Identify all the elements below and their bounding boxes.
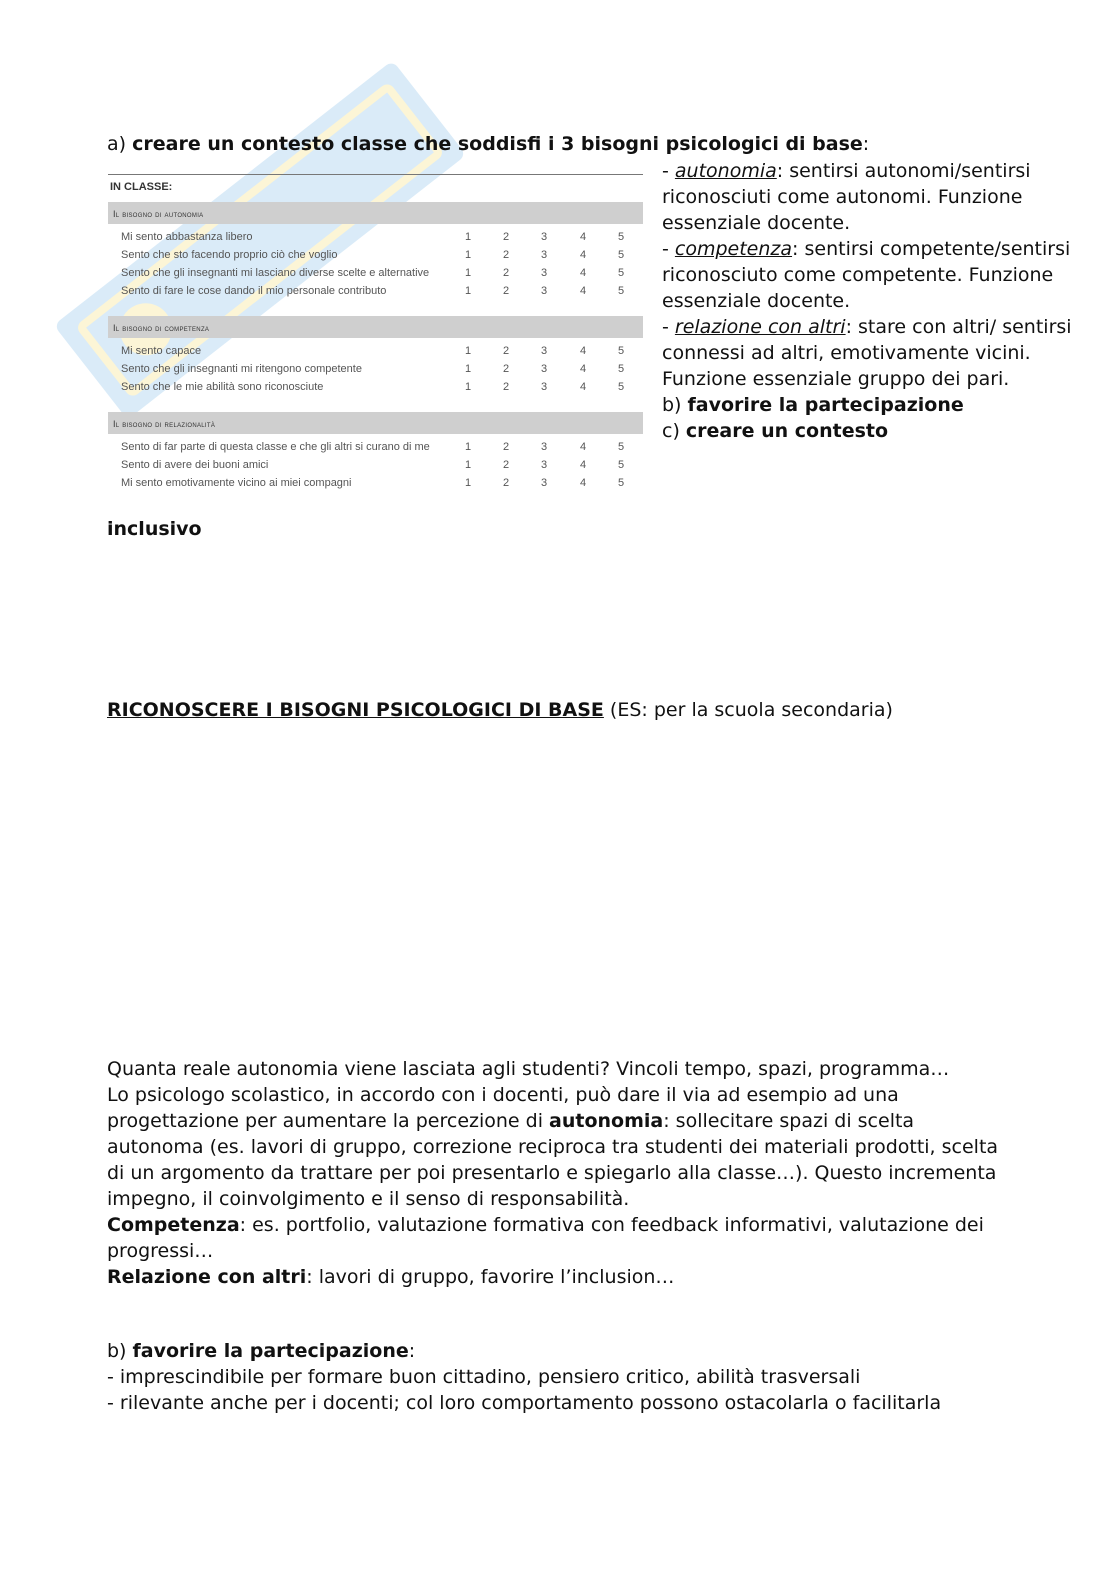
survey-row: Mi sento capace 1 2 3 4 5 — [121, 345, 625, 357]
need-competenza: - competenza: sentirsi competente/sentirsi riconosciuto come competente. Funzione essenziale docente. — [662, 238, 1071, 312]
body-p4: Relazione con altri: lavori di gruppo, favorire l’inclusion… — [107, 1266, 675, 1288]
point-c: c) creare un contesto — [662, 420, 889, 442]
heading-a-suffix: : — [862, 133, 870, 155]
section-title-bold: RICONOSCERE I BISOGNI PSICOLOGICI DI BASE — [107, 699, 604, 721]
body-p1: Quanta reale autonomia viene lasciata agli studenti? Vincoli tempo, spazi, programma… — [107, 1058, 950, 1080]
need-relazione: - relazione con altri: stare con altri/ sentirsi connessi ad altri, emotivamente vicini. Funzione essenziale gruppo dei pari. — [662, 316, 1072, 390]
body-p2: Lo psicologo scolastico, in accordo con i docenti, può dare il via ad esempio ad una progettazione per aumentare la percezione di autonomia: sollecitare spazi di scelta autonoma (es. lavori di gruppo, correzione reciproca tra studenti dei materiali prodotti, scelta di un argomento da trattare per poi presentarlo e spiegarlo alla classe…). Questo incrementa impegno, il coinvolgimento e il senso di responsabilità. — [107, 1084, 999, 1210]
survey-row: Mi sento abbastanza libero 1 2 3 4 5 — [121, 231, 625, 243]
section-b-item: - rilevante anche per i docenti; col loro comportamento possono ostacolarla o facilitarla — [107, 1392, 942, 1414]
section-title — [107, 697, 1067, 723]
section-b-heading: b) favorire la partecipazione: — [107, 1340, 416, 1362]
survey-section-heading: Il bisogno di autonomia — [108, 202, 643, 224]
survey-row: Sento di fare le cose dando il mio personale contributo 1 2 3 4 5 — [121, 285, 625, 297]
section-title-rest: (ES: per la scuola secondaria) — [603, 699, 893, 721]
body-p3: Competenza: es. portfolio, valutazione formativa con feedback informativi, valutazione dei progressi… — [107, 1214, 984, 1262]
survey-row: Sento che gli insegnanti mi lasciano diverse scelte e alternative 1 2 3 4 5 — [121, 267, 625, 279]
section-b-item: - imprescindibile per formare buon cittadino, pensiero critico, abilità trasversali — [107, 1366, 861, 1388]
survey-table-image — [108, 172, 643, 498]
needs-list — [662, 158, 1102, 444]
survey-row: Sento di avere dei buoni amici 1 2 3 4 5 — [121, 459, 625, 471]
survey-row: Sento che gli insegnanti mi ritengono competente 1 2 3 4 5 — [121, 363, 625, 375]
survey-row: Sento che le mie abilità sono riconosciute 1 2 3 4 5 — [121, 381, 625, 393]
survey-row: Sento di far parte di questa classe e che gli altri si curano di me 1 2 3 4 5 — [121, 441, 625, 453]
body-text — [107, 1056, 1007, 1290]
heading-a-prefix: a) — [107, 133, 133, 155]
survey-row: Sento che sto facendo proprio ciò che voglio 1 2 3 4 5 — [121, 249, 625, 261]
survey-section-heading: Il bisogno di competenza — [108, 316, 643, 338]
survey-title: IN CLASSE: — [110, 181, 173, 193]
point-c-continued: inclusivo — [107, 518, 202, 540]
section-b — [107, 1338, 1007, 1416]
survey-row: Mi sento emotivamente vicino ai miei compagni 1 2 3 4 5 — [121, 477, 625, 489]
heading-a — [107, 131, 1107, 157]
need-autonomia: - autonomia: sentirsi autonomi/sentirsi riconosciuti come autonomi. Funzione essenziale docente. — [662, 160, 1031, 234]
survey-section-heading: Il bisogno di relazionalità — [108, 412, 643, 434]
point-b: b) favorire la partecipazione — [662, 394, 964, 416]
heading-a-bold: creare un contesto classe che soddisfi i 3 bisogni psicologici di base — [132, 133, 863, 155]
